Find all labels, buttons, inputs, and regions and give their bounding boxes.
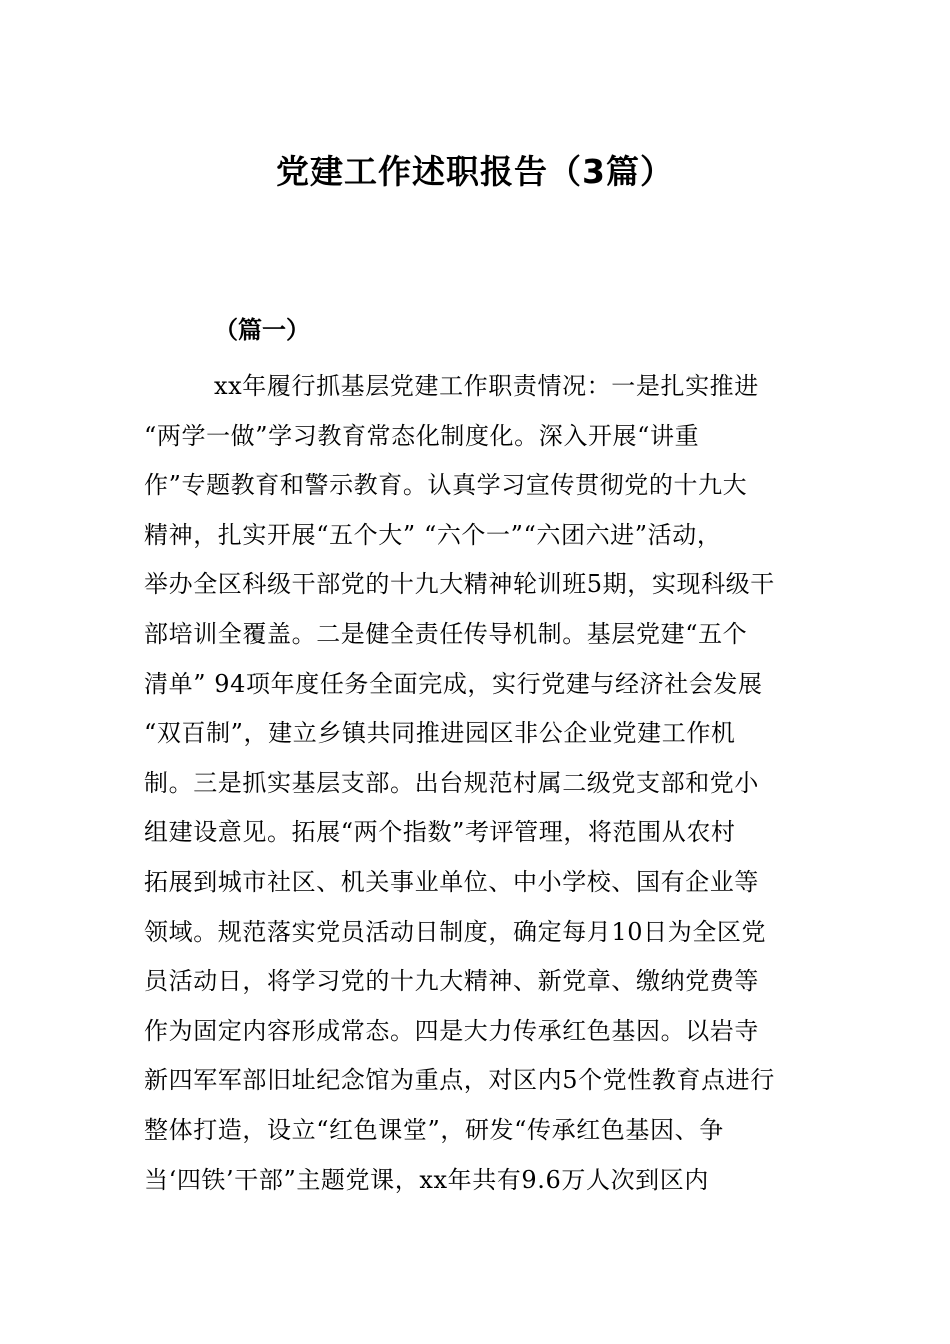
paragraph-line: 部培训全覆盖。二是健全责任传导机制。基层党建“五个 [144, 619, 748, 648]
paragraph-line: 作为固定内容形成常态。四是大力传承红色基因。以岩寺 [144, 1016, 759, 1045]
document-title: 党建工作述职报告（3篇） [276, 152, 674, 191]
paragraph-line: 组建设意见。拓展“两个指数”考评管理，将范围从农村 [144, 818, 736, 847]
paragraph-line: 举办全区科级干部党的十九大精神轮训班5期，实现科级干 [144, 570, 775, 599]
paragraph-line: xx年履行抓基层党建工作职责情况：一是扎实推进 [214, 372, 759, 400]
paragraph-line: 整体打造，设立“红色课堂”，研发“传承红色基因、争 [144, 1115, 724, 1144]
paragraph-line: “双百制”，建立乡镇共同推进园区非公企业党建工作机 [144, 719, 736, 748]
body-paragraph [144, 366, 824, 1209]
section-heading: （篇一） [214, 316, 310, 344]
paragraph-line: 新四军军部旧址纪念馆为重点，对区内5个党性教育点进行 [144, 1066, 775, 1095]
paragraph-line: “两学一做”学习教育常态化制度化。深入开展“讲重 [144, 421, 700, 450]
paragraph-line: 清单” 94项年度任务全面完成，实行党建与经济社会发展 [144, 669, 763, 698]
paragraph-line: 员活动日，将学习党的十九大精神、新党章、缴纳党费等 [144, 967, 759, 996]
paragraph-line: 领域。规范落实党员活动日制度，确定每月10日为全区党 [144, 917, 767, 946]
paragraph-line: 精神，扎实开展“五个大” “六个一”“六团六进”活动， [144, 520, 722, 549]
paragraph-line: 作”专题教育和警示教育。认真学习宣传贯彻党的十九大 [144, 471, 748, 500]
paragraph-line: 制。三是抓实基层支部。出台规范村属二级党支部和党小 [144, 768, 759, 797]
paragraph-line: 当‘四铁’干部”主题党课，xx年共有9.6万人次到区内 [144, 1165, 709, 1194]
paragraph-line: 拓展到城市社区、机关事业单位、中小学校、国有企业等 [144, 867, 759, 896]
